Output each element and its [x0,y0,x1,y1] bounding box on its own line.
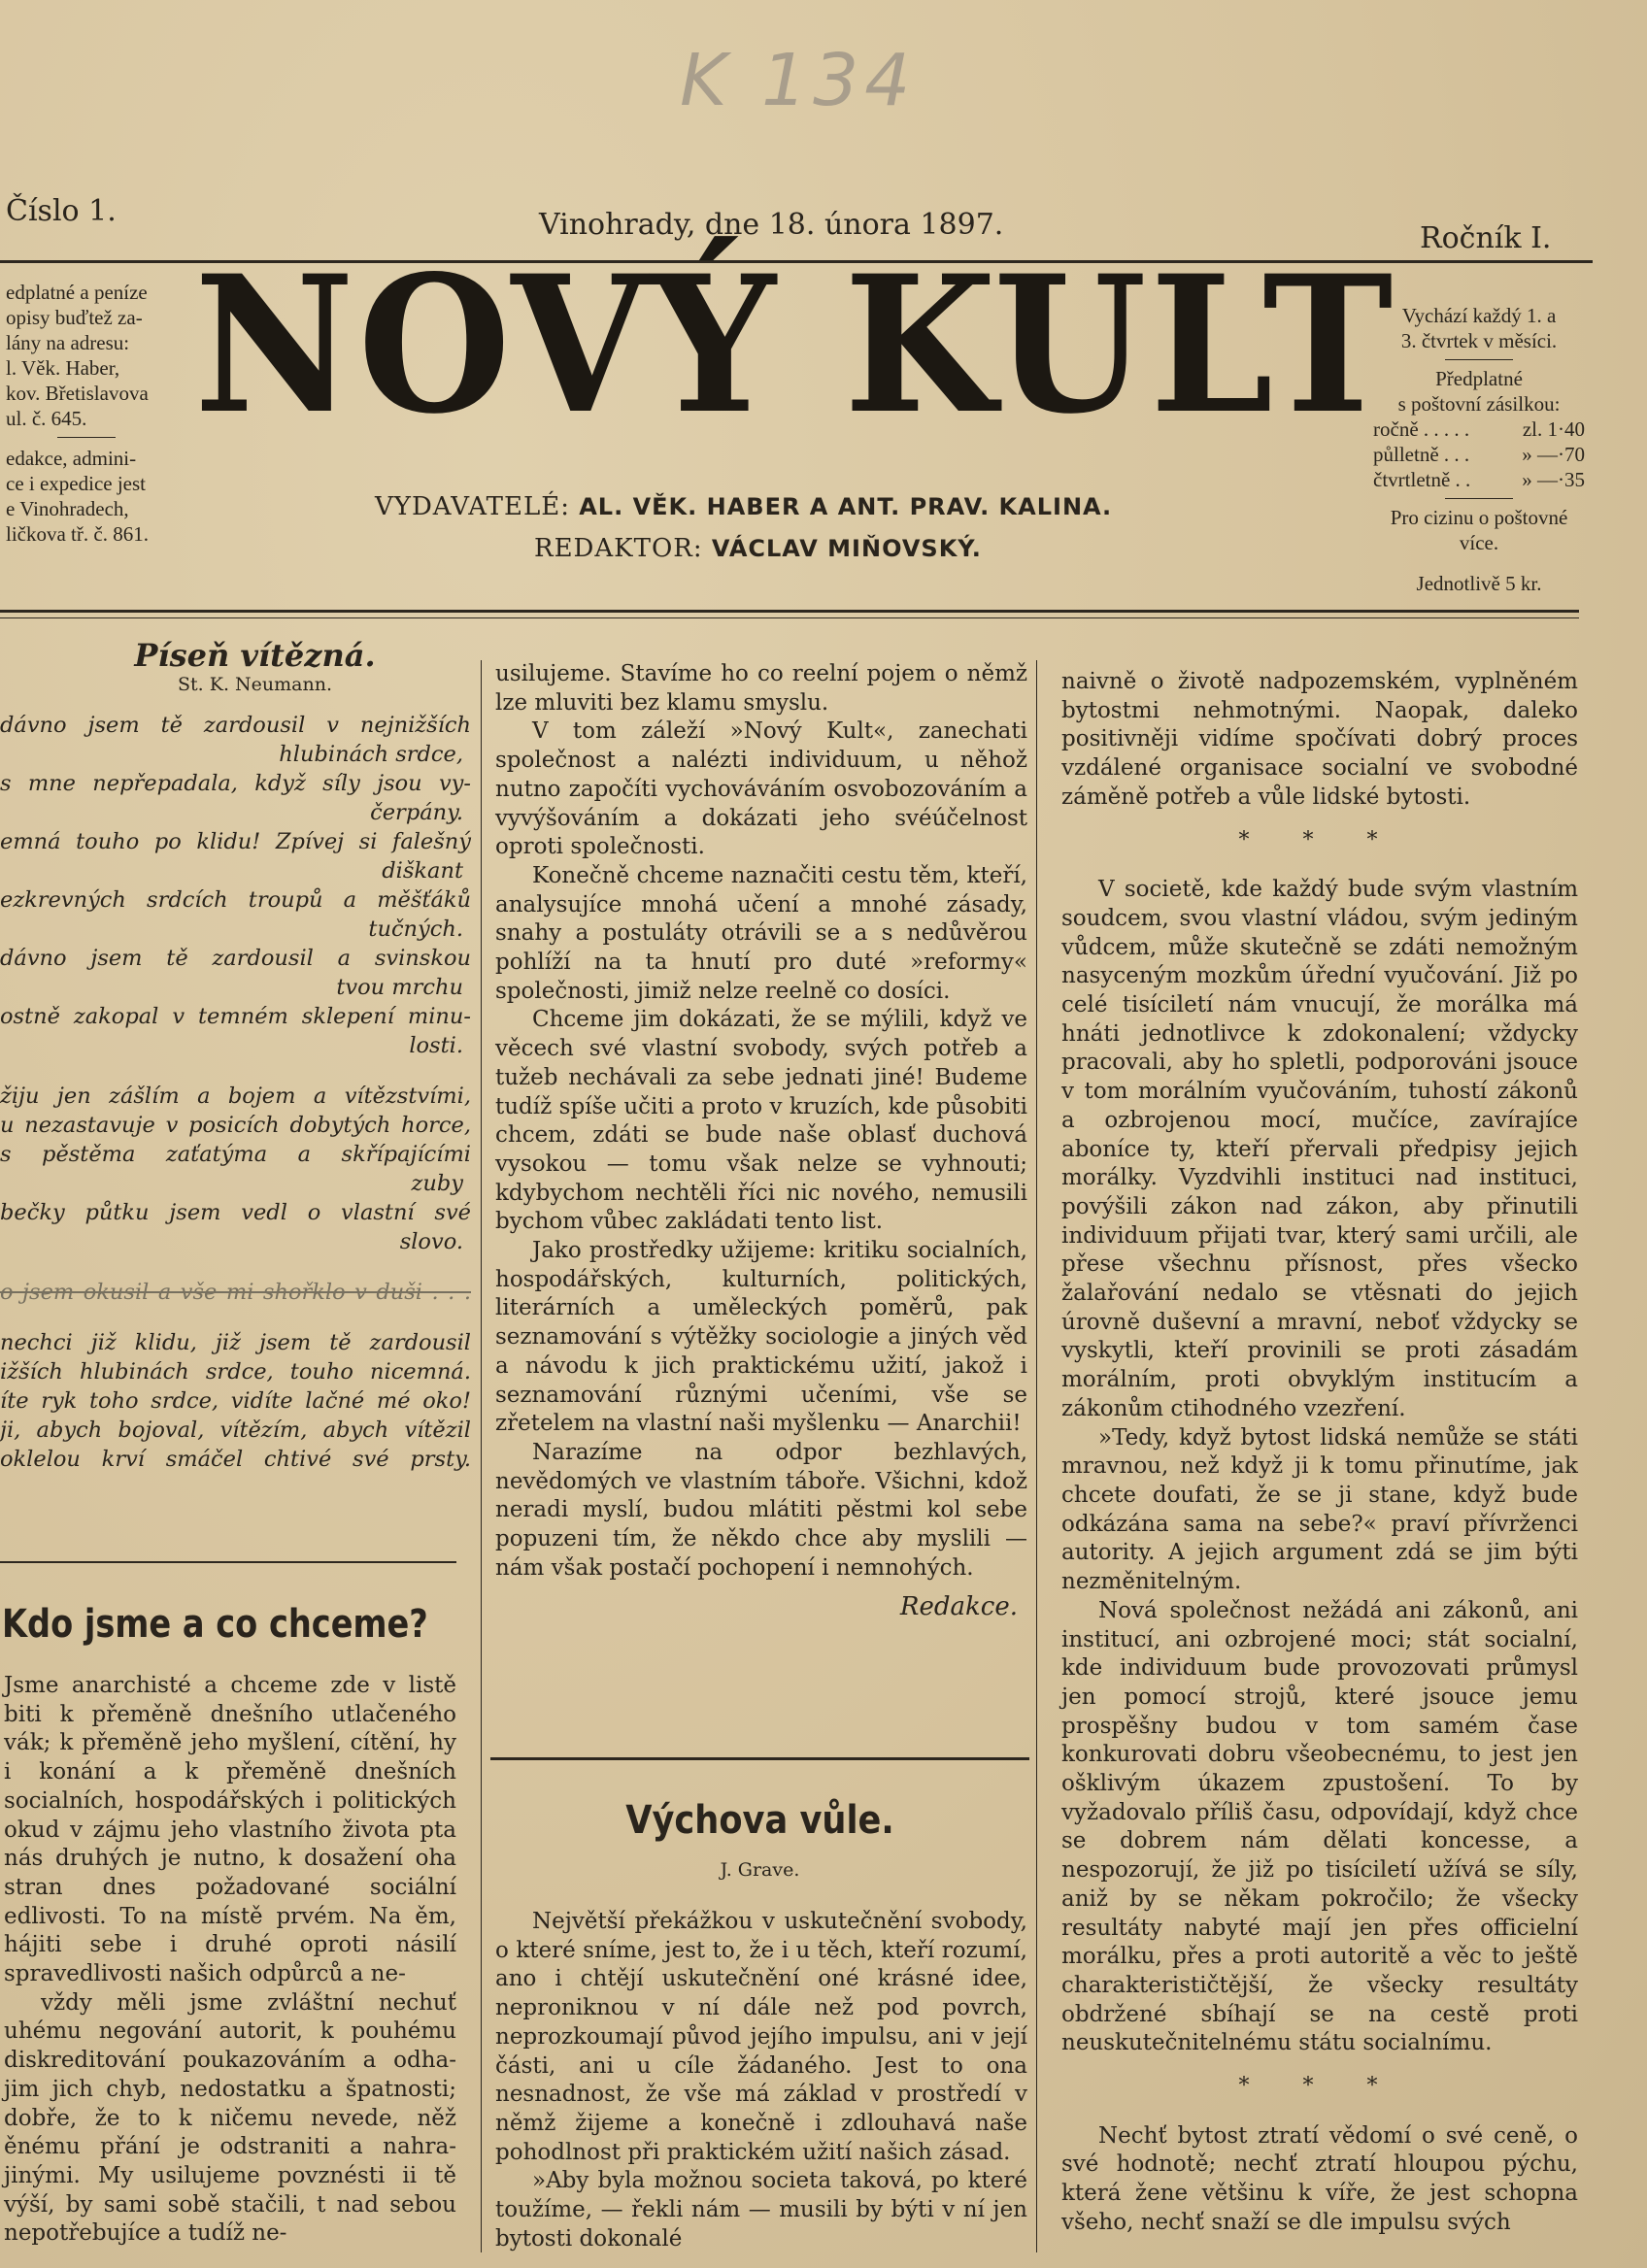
stanza-gap [0,1060,471,1082]
stanza-gap [0,1256,471,1278]
paragraph: »Tedy, když bytost lidská nemůže se státi mravnou, než když ji k tomu přinutíme, jak chcete doufati, že se ji stane, když bude odkázána sama na sebe?« praví přívrženci autority. A jejich argument zdá se jim býti nezměnitelným. [1061,1424,1578,1595]
address-line: lány na adresu: [6,331,130,354]
dateline: Vinohrady, dne 18. února 1897. [539,208,1004,242]
poem-line: nechci již klidu, již jsem tě zardousil [0,1330,471,1355]
column-separator [481,660,482,2252]
paragraph: Jako prostředky užijeme: kritiku socialních, hospodářských, kulturních, politických, literárních a uměleckých poměrů, pak seznamování s výtěžky sociologie a jiných věd a návodu k jich praktickému užití, jakož i seznamování různými učeními, vše se zřetelem na vlastní naši myšlenku — Anarchii! [495,1238,1027,1437]
poem-line: losti. [409,1033,463,1058]
single-copy-price: Jednotlivě 5 kr. [1416,572,1542,595]
editorial-text [495,660,1027,1584]
article-heading: Výchova vůle. [625,1798,894,1843]
address-line: kov. Břetislavova [6,382,149,405]
archive-pencil-mark: K 134 [680,39,917,122]
paragraph: naivně o životě nadpozemském, vyplněném bytostmi nehmotnými. Naopak, daleko positivněji vidíme spočívati dobrý proces vzdálené organisace socialní ve svobodné záměně potřeb a vůle lidské bytosti. [1061,669,1578,810]
address-line: l. Věk. Haber, [6,356,120,380]
left-info-box [6,280,166,547]
article-vychova-vule [495,1908,1027,2253]
price-row [1373,417,1585,442]
publishers-names: AL. VĚK. HABER A ANT. PRAV. KALINA. [579,493,1113,520]
paragraph: Chceme jim dokázati, že se mýlili, když ve věcech své vlastní svobody, svých potřeb a tužeb nechávali za sebe jednati jiné! Budeme tudíž spíše učiti a proto v kruzích, kde působiti chcem, zdáti se bude naše oblasť duchová vysokou — tomu však nelze se vyhnouti; kdybychom nechtěli říci nic nového, nemusili bychom vůbec zakládati tento list. [495,1007,1027,1235]
address-line: ličkova tř. č. 861. [6,522,149,546]
publication-schedule [1373,303,1585,353]
section-rule [490,1757,1029,1760]
header-bottom-rule-thin [0,617,1579,618]
poem-line: ostně zakopal v temném sklepení minu- [0,1004,471,1029]
poem-line: emná touho po klidu! Zpívej si falešný [0,829,471,854]
paragraph: Jsme anarchisté a chceme zde v listě biti k přeměně dnešního utlačeného vák; k přeměně jeho myšlení, cítění, hy i konání a k přeměně dnešních socialních, hospodářských i politických okud v zájmu jeho vlastního života pta nás druhých je nutno, k dosažení oha stran dnes požadované sociální edlivosti. To na místě prvém. Na ěm, hájiti sebe i druhé oproti násilí spravedlivosti našich odpůrců a ne- [4,1673,456,1987]
editor-line [534,534,982,563]
subscription-heading [1373,366,1585,417]
editorial-signature: Redakce. [899,1591,1018,1621]
price-amount: » —·35 [1522,468,1585,491]
poem-line: žiju jen zášlím a bojem a vítězstvími, [0,1084,471,1109]
poem-title: Píseň vítězná. [134,637,376,674]
poem-line: ezkrevných srdcích troupů a měšťáků [0,887,471,913]
section-stars: * * * [1238,2074,1401,2099]
article-kdo-jsme [4,1672,456,2249]
price-amount: » —·70 [1522,443,1585,466]
poem-author: St. K. Neumann. [178,674,332,695]
subscription-address [6,280,166,431]
poem-line: slovo. [399,1229,463,1254]
editor-name: VÁCLAV MIŇOVSKÝ. [711,535,982,562]
price-row [1373,467,1585,492]
poem-line: hlubinách srdce, [279,742,463,767]
price-row [1373,442,1585,467]
poem-line: tvou mrchu [336,975,463,1000]
price-list [1373,417,1585,492]
article-heading: Kdo jsme a co chceme? [2,1602,428,1647]
editor-label: REDAKTOR: [534,534,703,563]
poem-body [0,711,471,1474]
paragraph: vždy měli jsme zvláštní nechuť uhému negování autorit, k pouhému diskreditování poukazováním a odha- jim jich chyb, nedostatku a špatnosti; dobře, že to k ničemu nevede, něž ěnému přání je odstraniti a nahra- jinými. My usilujeme povznésti ii tě výší, by sami sobě stačili, t nad sebou nepotřebujíce a tudíž ne- [4,1989,456,2247]
paragraph: Nechť bytost ztratí vědomí o své ceně, o své hodnotě; nechť ztratí hloupou pýchu, která žene většinu k víře, že jest schopna všeho, nechť snaží se dle impulsu svých [1061,2122,1578,2235]
poem-line: oklelou krví smáčel chtivé své prsty. [0,1447,471,1472]
paragraph: Největší překážkou v uskutečnění svobody, o které sníme, jest to, že i u těch, kteří rozumí, ano i chtějí uskutečnění oné krásné idee, neproniknou v ní dále než pod povrch, neprozkoumají původ jejího impulsu, ani v její části, ani u cíle žádaného. Jest to ona nesnadnost, že vše má základ v prostředí v němž žijeme a konečně i zdlouhavá naše pohodlnost při praktickém užití našich zásad. [495,1909,1027,2165]
poem-line: ji, abych bojoval, vítězím, abych vítězil [0,1418,471,1443]
middle-column [495,660,1027,1621]
volume-number: Ročník I. [1420,221,1552,255]
divider [1445,359,1513,360]
address-line: edplatné a peníze [6,281,148,304]
section-stars: * * * [1238,827,1401,852]
price-period: ročně . . . . . [1373,417,1470,441]
address-line: edakce, admini- [6,447,137,470]
schedule-line: Vychází každý 1. a [1401,304,1557,327]
address-line: ul. č. 645. [6,407,87,430]
right-info-box [1373,303,1585,596]
poem-line: s pěstěma zaťatýma a skřípajícími [0,1142,471,1167]
address-line: e Vinohradech, [6,497,129,520]
right-text [1061,876,1578,2058]
schedule-line: 3. čtvrtek v měsíci. [1400,329,1558,352]
stanza-gap [0,1307,471,1328]
price-period: půlletně . . . [1373,443,1470,466]
address-line: opisy buďtež za- [6,306,143,329]
paragraph: Nová společnost nežádá ani zákonů, ani institucí, ani ozbrojené moci; stát socialní, kde individuum bude provozovati průmysl jen pomocí strojů, které jsouce jemu prospěšny budou v tom samém čase konkurovati dobru všeobecnému, to jest jen ošklivým úkazem zpustošení. To by vyžadovalo příliš času, odpovídají, když chce se dobrem nám dělati koncesse, a nespozorují, že již po tisíciletí užívá se síly, aniž by se někam pokročilo; že všecky resultáty nabyté mají jen přes officielní morálku, přes a proti autoritě a věc to ještě charakterističtější, že všecky resultáty obdržené sbíhají se na cestě proti neuskutečnitelnému státu socialnímu. [1061,1597,1578,2056]
poem-line: diškant [382,858,463,884]
address-line: ce i expedice jest [6,472,147,495]
paragraph: V tom záleží »Nový Kult«, zanechati společnost a nalézti individuum, u něhož nutno započíti vychováváním osvobozováním a vyvýšováním a dokázati jeho svéúčelnost oproti společnosti. [495,718,1027,860]
column-separator [1036,660,1037,2252]
subscription-line: s poštovní zásilkou: [1397,392,1561,416]
poem-line: tučných. [368,917,463,942]
office-address [6,446,166,547]
subscription-line: Předplatné [1435,367,1523,390]
paragraph: V societě, kde každý bude svým vlastním soudcem, svou vlastní vládou, svým jediným vůdcem, může skutečně se zdáti nemožným nasyceným mozkům úřední vyučování. Již po celé tisíciletí nám vnucují, že morálka má hnáti jednotlivce k zdokonalení; vždycky pracovali, aby ho spletli, podporováni jsouce v tom morálním vyučováním, tuhostí zákonů a ozbrojenou mocí, mučíce, zavírajíce aboníce ty, kteří přervali předpisy jejich morálky. Vyzdvihli instituci nad instituci, povýšili zákon nad zákon, aby přinutili individuum přijati tvar, který sami určili, ale přese všechnu přísnost, přes všecko žalařování nedalo se vtěsnati do jejich úrovně duševní a mravní, neboť vždycky se vyskytli, kteří provinili se proti zásadám morálním, proti obvyklým institucím a zákonům ctihodného vzezření. [1061,877,1578,1421]
poem-line: o jsem okusil a vše mi shořklo v duši . . . [0,1280,471,1305]
poem-line: s mne nepřepadala, když síly jsou vy- [0,771,471,796]
poem-line: ižších hlubinách srdce, touho nicemná. [0,1359,471,1384]
paragraph: »Aby byla možnou societa taková, po které toužíme, — řekli nám — musili by býti v ní jen bytosti dokonalé [495,2168,1027,2251]
price-period: čtvrtletně . . [1373,468,1471,491]
divider [57,437,116,438]
section-rule [0,1561,456,1563]
article-author: J. Grave. [720,1859,800,1881]
poem-line: čerpány. [370,800,463,825]
poem [0,637,471,1474]
poem-line: bečky půtku jsem vedl o vlastní své [0,1200,471,1225]
paragraph: Konečně chceme naznačiti cestu těm, kteří, analysujíce mnohá učení a mnohé zásady, snahy a postuláty otrávili se a s nedůvěrou pohlíží na ta hnutí pro duté »reformy« společnosti, jimiž nelze reelně co dosíci. [495,862,1027,1004]
paragraph: usilujeme. Stavíme ho co reelní pojem o němž lze mluviti bez klamu smyslu. [495,661,1027,716]
issue-number: Číslo 1. [6,194,117,228]
poem-line: íte ryk toho srdce, vidíte lačné mé oko! [0,1388,471,1414]
right-column [1061,668,1578,2238]
poem-line: dávno jsem tě zardousil a svinskou [0,946,471,971]
publishers-label: VYDAVATELÉ: [375,492,570,521]
poem-line: dávno jsem tě zardousil v nejnižších [0,713,471,738]
publishers-line [375,492,1112,521]
masthead-title: NOVÝ KULT [194,234,1397,455]
poem-line: zuby [411,1171,463,1196]
abroad-line: více. [1459,531,1499,554]
abroad-note [1373,505,1585,555]
divider [1445,498,1513,499]
poem-line: u nezastavuje v posicích dobytých horce, [0,1113,471,1138]
paragraph: Narazíme na odpor bezhlavých, nevědomých ve vlastním táboře. Všichni, kdož neradi myslí, budou mlátiti pěstmi kol sebe popuzeni tím, že někdo chce aby myslili — nám však postačí pochopení i nemnohých. [495,1439,1027,1581]
price-amount: zl. 1·40 [1522,417,1585,441]
header-bottom-rule [0,610,1579,613]
abroad-line: Pro cizinu o poštovné [1390,506,1568,529]
